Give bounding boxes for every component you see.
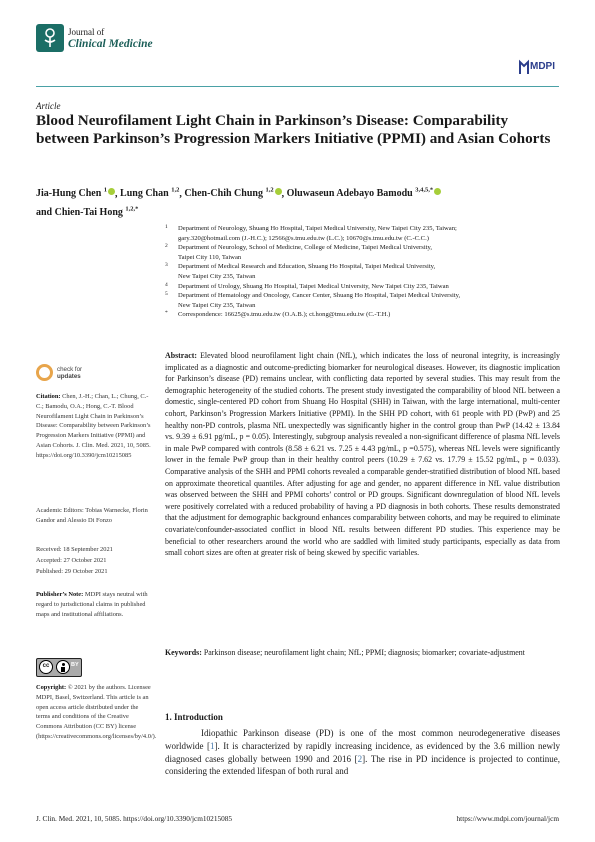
article-type: Article bbox=[36, 101, 61, 111]
published-date: Published: 29 October 2021 bbox=[36, 568, 108, 575]
article-title: Blood Neurofilament Light Chain in Parkinson’s Disease: Comparability between Parkinson’s Progression Markers Initiative (PPMI) and Asian Cohorts bbox=[36, 112, 551, 147]
cc-by-license-icon[interactable] bbox=[36, 658, 82, 677]
orcid-icon[interactable] bbox=[108, 188, 115, 195]
reference-link[interactable]: 1 bbox=[210, 740, 215, 751]
copyright: Copyright: © 2021 by the authors. Licensee MDPI, Basel, Switzerland. This article is an open access article distributed under the terms and conditions of the Creative Commons Attribution (CC BY) license (https://creativecommons.org/licenses/by/4.0/). bbox=[36, 684, 157, 740]
footer-citation[interactable]: J. Clin. Med. 2021, 10, 5085. https://doi.org/10.3390/jcm10215085 bbox=[36, 814, 233, 823]
attribution-icon bbox=[56, 660, 70, 674]
author-list: Jia-Hung Chen $^1$ , Lung Chan $^{1,2}$, Chen-Chih Chung $^{1,2}$ , Oluwaseun Adebayo Bamodu $^{3,4,5,*}$ and Chien-Tai Hong $^{1,2,*}$ bbox=[36, 183, 556, 220]
mdpi-logo bbox=[518, 56, 557, 78]
author[interactable]: Chen-Chih Chung $^{1,2}$ bbox=[184, 188, 281, 199]
academic-editors: Academic Editors: Tobias Warnecke, Florin Gandor and Alessio Di Fonzo bbox=[36, 507, 148, 524]
abstract-label: Abstract: bbox=[165, 351, 197, 360]
section-heading-introduction: 1. Introduction bbox=[165, 712, 223, 722]
affiliations bbox=[165, 224, 560, 320]
author[interactable]: Oluwaseun Adebayo Bamodu $^{3,4,5,*}$ bbox=[287, 188, 442, 199]
reference-link[interactable]: 2 bbox=[357, 753, 363, 764]
author[interactable]: and Chien-Tai Hong $^{1,2,*}$ bbox=[36, 205, 139, 218]
affiliation-item: 3 Department of Medical Research and Education, Shuang Ho Hospital, Taipei Medical University, New Taipei City 235, Taiwan bbox=[165, 262, 436, 280]
mdpi-logo-text: MDPI bbox=[530, 61, 555, 72]
footer-journal-url[interactable]: https://www.mdpi.com/journal/jcm bbox=[456, 814, 559, 823]
journal-name-line2: Clinical Medicine bbox=[68, 38, 153, 50]
journal-logo-icon bbox=[36, 24, 64, 52]
header-divider bbox=[36, 86, 559, 87]
keywords-label: Keywords: bbox=[165, 648, 202, 657]
abstract-text: Elevated blood neurofilament light chain (NfL), which indicates the loss of neuronal integrity, is increasingly implicated as a diagnostic and outcome-predicting biomarker for neurological diseases. However, its diagnostic implication for Parkinson’s disease (PD) remains unclear, with conflicting data reported by several studies. This may result from the demographic heterogeneity of the studied cohorts. The present study investigated the comparability of blood NfL between a domestic, single-centered PD cohort from Shuang Ho Hospital (SHH) in Taiwan, with the large international, multi-center cohort, Parkinson’s Progression Markers Initiative (PPMI). In the SHH PD cohort, with 61 people with PD (PwP) and 25 healthy non-PD controls, plasma NfL unexpectedly was significantly higher in the control group than PwP (14.42 ± 13.84 vs. 9.39 ± 6.91 pg/mL, p = 0.05). Interestingly, subgroup analysis revealed a non-significant difference of plasma NfL levels in male PwP compared with controls (8.58 ± 6.21 vs. 7.25 ± 4.43 pg/mL, p =0.575), whereas NfL levels were significantly lower in the female PwP group than in their healthy control peers (10.29 ± 7.62 vs. 17.79 ± 15.52 pg/mL, p = 0.033). Comparative analysis of the SHH and PPMI cohorts revealed a comparable gender-stratified distribution of blood NfL based on approximate theoretical quantiles. After adjusting for age and gender, no apparent difference in NfL value distribution was observed between the SHH and PPMI cohorts’ control or PD groups. Significant downregulation of blood NfL levels were positively correlated with a reduced probability of having a PD diagnosis in both cohorts. These results demonstrated that the adjustment for demographic background enhances comparability between cohorts, and may be required to eliminate covariate/confounder-associated conflict in blood NfL results between different PD studies. This experience may be beneficial to other researchers around the world who are saddled with limited study participants, especially as data from small cohort sizes are often at greater risk of being skewed by specific variables. bbox=[165, 351, 560, 558]
publisher-note: Publisher’s Note: MDPI stays neutral with regard to jurisdictional claims in published maps and institutional affiliations. bbox=[36, 591, 148, 618]
check-for-updates-button[interactable]: check for updates bbox=[36, 364, 146, 386]
keywords-text: Parkinson disease; neurofilament light chain; NfL; PPMI; diagnosis; biomarker; covariate-adjustment bbox=[203, 648, 525, 657]
journal-name-line1: Journal of bbox=[68, 27, 105, 37]
citation: Citation: Chen, J.-H.; Chan, L.; Chung, C.-C.; Bamodu, O.A.; Hong, C.-T. Blood Neurofilament Light Chain in Parkinson’s Disease: Comparability between Parkinson’s Progression Markers Initiative (PPMI) and Asian Cohorts. J. Clin. Med. 2021, 10, 5085. https://doi.org/10.3390/jcm10215085 bbox=[36, 393, 151, 459]
cc-by-label: BY bbox=[71, 662, 79, 668]
correspondence: * Correspondence: 16625@s.tmu.edu.tw (O.A.B.); ct.hong@tmu.edu.tw (C.-T.H.) bbox=[165, 310, 391, 319]
keywords bbox=[165, 647, 560, 659]
abstract bbox=[165, 350, 560, 559]
check-updates-icon bbox=[36, 364, 53, 381]
received-date: Received: 18 September 2021 bbox=[36, 546, 113, 553]
introduction-paragraph: Idiopathic Parkinson disease (PD) is one of the most common neurodegenerative diseases worldwide [1]. It is characterized by rapidly increasing incidence, as evidenced by the 3.6 million newly diagnosed cases globally between 1990 and 2016 [2]. The rise in PD incidence is projected to continue, considering the extended lifespan of both rural and bbox=[165, 728, 560, 777]
affiliation-item: 4 Department of Urology, Shuang Ho Hospital, Taipei Medical University, New Taipei City 235, Taiwan bbox=[165, 281, 449, 290]
accepted-date: Accepted: 27 October 2021 bbox=[36, 557, 107, 564]
orcid-icon[interactable] bbox=[275, 188, 282, 195]
cc-icon: cc bbox=[39, 660, 53, 674]
affiliation-item: 1 Department of Neurology, Shuang Ho Hospital, Taipei Medical University, New Taipei City 235, Taiwan; gary.320@hotmail.com (J.-H.C.); 12566@s.tmu.edu.tw (L.C.); 10670@s.tmu.edu.tw (C.-C.C.) bbox=[165, 224, 457, 242]
author[interactable]: Jia-Hung Chen $^1$ bbox=[36, 188, 115, 199]
affiliation-item: 2 Department of Neurology, School of Medicine, College of Medicine, Taipei Medical University, Taipei City 110, Taiwan bbox=[165, 243, 432, 261]
author[interactable]: Lung Chan $^{1,2}$ bbox=[120, 187, 180, 200]
journal-name bbox=[68, 26, 153, 51]
orcid-icon[interactable] bbox=[434, 188, 441, 195]
affiliation-item: 5 Department of Hematology and Oncology, Cancer Center, Shuang Ho Hospital, Taipei Medical University, New Taipei City 235, Taiwan bbox=[165, 291, 461, 309]
